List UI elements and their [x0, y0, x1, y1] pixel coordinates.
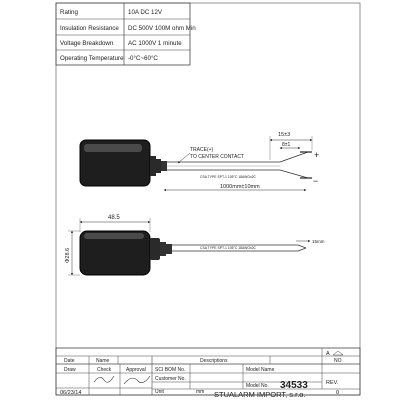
cable-side-end-2: [298, 248, 306, 251]
label-unit: Unit: [155, 389, 164, 395]
minus-sign: −: [313, 176, 319, 186]
label-approval: Approval: [126, 367, 146, 373]
end-dim-text: 15mm: [312, 239, 325, 244]
cable-gland-side-2: [160, 242, 166, 256]
wire-minus: [280, 170, 308, 178]
height-dim-text: Φ28.6: [65, 247, 71, 263]
cable-gland-top-2: [156, 159, 161, 173]
label-draw: Draw: [64, 367, 76, 373]
width-dim-text: 48.5: [108, 215, 120, 221]
drawing-date: 06/23/14: [60, 390, 82, 396]
spec-label-breakdown: Voltage Breakdown: [60, 40, 114, 47]
spec-table: [56, 3, 196, 65]
wire-plus: [280, 152, 308, 162]
label-model-no: Model No.: [246, 383, 269, 389]
check-signature: [94, 376, 114, 382]
float-highlight-top: [84, 144, 142, 152]
approval-signature: [124, 376, 150, 384]
spec-label-rating: Rating: [60, 9, 78, 16]
model-no: 34533: [280, 380, 308, 391]
top-cable-print: CSA TYPE SPT-1 105°C 18AWGx2C: [200, 175, 257, 179]
label-model-name: Model Name: [246, 367, 275, 373]
cable-gland-side-1: [150, 238, 160, 260]
cable-side-end-1: [298, 245, 306, 248]
company-name: STUALARM IMPORT, s.r.o.: [214, 390, 306, 399]
label-rev: REV.: [326, 380, 339, 386]
dim-inner-text: 8±1: [282, 142, 291, 148]
col-descriptions: Descriptions: [200, 358, 228, 364]
rev-value: 0: [336, 390, 340, 396]
float-highlight-side: [84, 233, 144, 239]
spec-value-rating: 10A DC 12V: [128, 9, 163, 16]
spec-value-temperature: -0°C~60°C: [128, 55, 158, 62]
dim-outer-text: 15±3: [278, 132, 291, 138]
cable-gland-top-1: [150, 156, 156, 176]
spec-label-temperature: Operating Temperature: [60, 55, 124, 62]
label-customer: Customer No.: [155, 376, 186, 382]
label-sci-bom: SCI BOM No.: [155, 367, 186, 373]
rev-letter: A: [326, 351, 330, 357]
plus-sign: +: [314, 150, 320, 160]
trace-leader: [178, 153, 190, 163]
col-date: Date: [64, 358, 75, 364]
cable-gland-top-3: [161, 161, 167, 171]
col-no: NO: [334, 358, 342, 364]
spec-value-insulation: DC 500V 100M ohm Min: [128, 25, 196, 32]
title-block: [56, 348, 360, 399]
label-check: Check: [97, 367, 112, 373]
cable-gland-side-3: [166, 244, 172, 254]
length-dim-text: 1000mm±10mm: [220, 184, 260, 190]
revision-triangle: [333, 351, 343, 355]
unit-value: mm: [196, 389, 205, 395]
trace-label: TRACE(+): [190, 147, 214, 153]
side-view: [65, 215, 325, 275]
spec-value-breakdown: AC 1000V 1 minute: [128, 40, 182, 47]
spec-label-insulation: Insulation Resistance: [60, 25, 119, 32]
top-view: [80, 132, 319, 190]
side-cable-print: CSA TYPE SPT-1 105°C 18AWGx2C: [200, 246, 257, 250]
col-name: Name: [96, 358, 110, 364]
trace-label-2: TO CENTER CONTACT: [190, 154, 244, 160]
